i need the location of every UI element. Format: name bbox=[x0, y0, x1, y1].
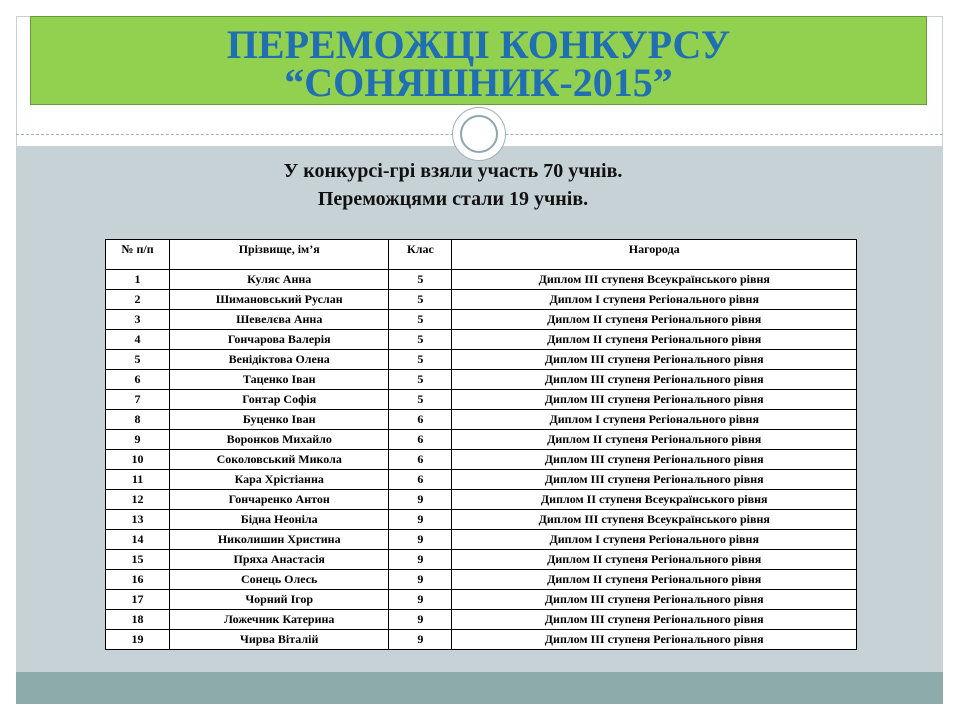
cell-number: 4 bbox=[106, 330, 170, 350]
cell-award: Диплом ІІІ ступеня Регіонального рівня bbox=[452, 450, 857, 470]
table-row bbox=[106, 630, 857, 650]
cell-name: Чирва Віталій bbox=[170, 630, 389, 650]
cell-name: Гончарова Валерія bbox=[170, 330, 389, 350]
cell-number: 17 bbox=[106, 590, 170, 610]
table-row bbox=[106, 270, 857, 290]
winners-count-text: Переможцями стали 19 учнів. bbox=[317, 188, 589, 210]
cell-name: Буценко Іван bbox=[170, 410, 389, 430]
participants-text: У конкурсі-грі взяли участь 70 учнів. bbox=[283, 160, 623, 182]
cell-name: Сонець Олесь bbox=[170, 570, 389, 590]
table-row bbox=[106, 410, 857, 430]
table-row bbox=[106, 610, 857, 630]
cell-class: 5 bbox=[389, 290, 452, 310]
cell-name: Ложечник Катерина bbox=[170, 610, 389, 630]
table-row bbox=[106, 310, 857, 330]
cell-award: Диплом ІІ ступеня Всеукраїнського рівня bbox=[452, 490, 857, 510]
cell-name: Таценко Іван bbox=[170, 370, 389, 390]
title-line-1: ПЕРЕМОЖЦІ КОНКУРСУ bbox=[226, 22, 731, 67]
cell-name: Шевелєва Анна bbox=[170, 310, 389, 330]
table-row bbox=[106, 570, 857, 590]
header-name: Прізвище, ім’я bbox=[170, 240, 389, 270]
cell-class: 5 bbox=[389, 330, 452, 350]
cell-number: 14 bbox=[106, 530, 170, 550]
cell-award: Диплом І ступеня Регіонального рівня bbox=[452, 290, 857, 310]
cell-number: 2 bbox=[106, 290, 170, 310]
cell-number: 11 bbox=[106, 470, 170, 490]
cell-class: 9 bbox=[389, 550, 452, 570]
cell-number: 10 bbox=[106, 450, 170, 470]
cell-class: 5 bbox=[389, 370, 452, 390]
cell-class: 6 bbox=[389, 410, 452, 430]
cell-number: 18 bbox=[106, 610, 170, 630]
circle-ornament-inner bbox=[460, 115, 498, 153]
table-row bbox=[106, 290, 857, 310]
table-row bbox=[106, 590, 857, 610]
cell-award: Диплом ІІІ ступеня Всеукраїнського рівня bbox=[452, 270, 857, 290]
title-line-2: “СОНЯШНИК-2015” bbox=[284, 60, 673, 105]
cell-award: Диплом І ступеня Регіонального рівня bbox=[452, 530, 857, 550]
table-header-row bbox=[106, 240, 857, 270]
cell-award: Диплом ІІІ ступеня Регіонального рівня bbox=[452, 630, 857, 650]
cell-class: 9 bbox=[389, 570, 452, 590]
cell-name: Венідiктова Олена bbox=[170, 350, 389, 370]
winners-table bbox=[105, 239, 857, 650]
cell-name: Соколовський Микола bbox=[170, 450, 389, 470]
cell-award: Диплом ІІІ ступеня Регіонального рівня bbox=[452, 470, 857, 490]
cell-number: 9 bbox=[106, 430, 170, 450]
cell-class: 9 bbox=[389, 630, 452, 650]
cell-class: 6 bbox=[389, 450, 452, 470]
table-row bbox=[106, 430, 857, 450]
cell-class: 9 bbox=[389, 530, 452, 550]
cell-name: Бідна Неоніла bbox=[170, 510, 389, 530]
cell-class: 9 bbox=[389, 510, 452, 530]
header-award: Нагорода bbox=[452, 240, 857, 270]
cell-name: Пряха Анастасія bbox=[170, 550, 389, 570]
cell-number: 5 bbox=[106, 350, 170, 370]
cell-number: 1 bbox=[106, 270, 170, 290]
table-row bbox=[106, 390, 857, 410]
table-row bbox=[106, 370, 857, 390]
table-row bbox=[106, 530, 857, 550]
cell-number: 6 bbox=[106, 370, 170, 390]
cell-number: 16 bbox=[106, 570, 170, 590]
cell-award: Диплом ІІІ ступеня Регіонального рівня bbox=[452, 390, 857, 410]
cell-name: Шимановський Руслан bbox=[170, 290, 389, 310]
cell-class: 5 bbox=[389, 350, 452, 370]
cell-award: Диплом ІІІ ступеня Регіонального рівня bbox=[452, 370, 857, 390]
cell-number: 7 bbox=[106, 390, 170, 410]
header-number: № п/п bbox=[106, 240, 170, 270]
table-row bbox=[106, 330, 857, 350]
cell-name: Чорний Ігор bbox=[170, 590, 389, 610]
cell-award: Диплом ІІІ ступеня Регіонального рівня bbox=[452, 590, 857, 610]
cell-number: 12 bbox=[106, 490, 170, 510]
cell-name: Кара Хрістіанна bbox=[170, 470, 389, 490]
table-row bbox=[106, 550, 857, 570]
cell-class: 5 bbox=[389, 270, 452, 290]
cell-number: 8 bbox=[106, 410, 170, 430]
cell-award: Диплом ІІІ ступеня Регіонального рівня bbox=[452, 350, 857, 370]
title-banner bbox=[30, 16, 927, 105]
cell-class: 9 bbox=[389, 590, 452, 610]
cell-award: Диплом І ступеня Регіонального рівня bbox=[452, 410, 857, 430]
table-row bbox=[106, 510, 857, 530]
cell-class: 5 bbox=[389, 310, 452, 330]
table-row bbox=[106, 470, 857, 490]
header-class: Клас bbox=[389, 240, 452, 270]
cell-award: Диплом ІІ ступеня Регіонального рівня bbox=[452, 430, 857, 450]
cell-name: Воронков Михайло bbox=[170, 430, 389, 450]
cell-award: Диплом ІІ ступеня Регіонального рівня bbox=[452, 310, 857, 330]
cell-class: 9 bbox=[389, 490, 452, 510]
circle-ornament-icon bbox=[452, 107, 506, 161]
table-row bbox=[106, 350, 857, 370]
table-row bbox=[106, 450, 857, 470]
cell-name: Николишин Христина bbox=[170, 530, 389, 550]
cell-award: Диплом ІІІ ступеня Регіонального рівня bbox=[452, 610, 857, 630]
cell-name: Гонтар Софія bbox=[170, 390, 389, 410]
cell-class: 9 bbox=[389, 610, 452, 630]
cell-name: Гончаренко Антон bbox=[170, 490, 389, 510]
cell-name: Куляс Анна bbox=[170, 270, 389, 290]
bottom-bar bbox=[16, 672, 943, 704]
cell-class: 5 bbox=[389, 390, 452, 410]
cell-award: Диплом ІІ ступеня Регіонального рівня bbox=[452, 550, 857, 570]
cell-number: 3 bbox=[106, 310, 170, 330]
cell-number: 19 bbox=[106, 630, 170, 650]
cell-award: Диплом ІІ ступеня Регіонального рівня bbox=[452, 570, 857, 590]
cell-class: 6 bbox=[389, 470, 452, 490]
cell-number: 15 bbox=[106, 550, 170, 570]
cell-award: Диплом ІІ ступеня Регіонального рівня bbox=[452, 330, 857, 350]
cell-class: 6 bbox=[389, 430, 452, 450]
cell-award: Диплом ІІІ ступеня Всеукраїнського рівня bbox=[452, 510, 857, 530]
cell-number: 13 bbox=[106, 510, 170, 530]
table-row bbox=[106, 490, 857, 510]
